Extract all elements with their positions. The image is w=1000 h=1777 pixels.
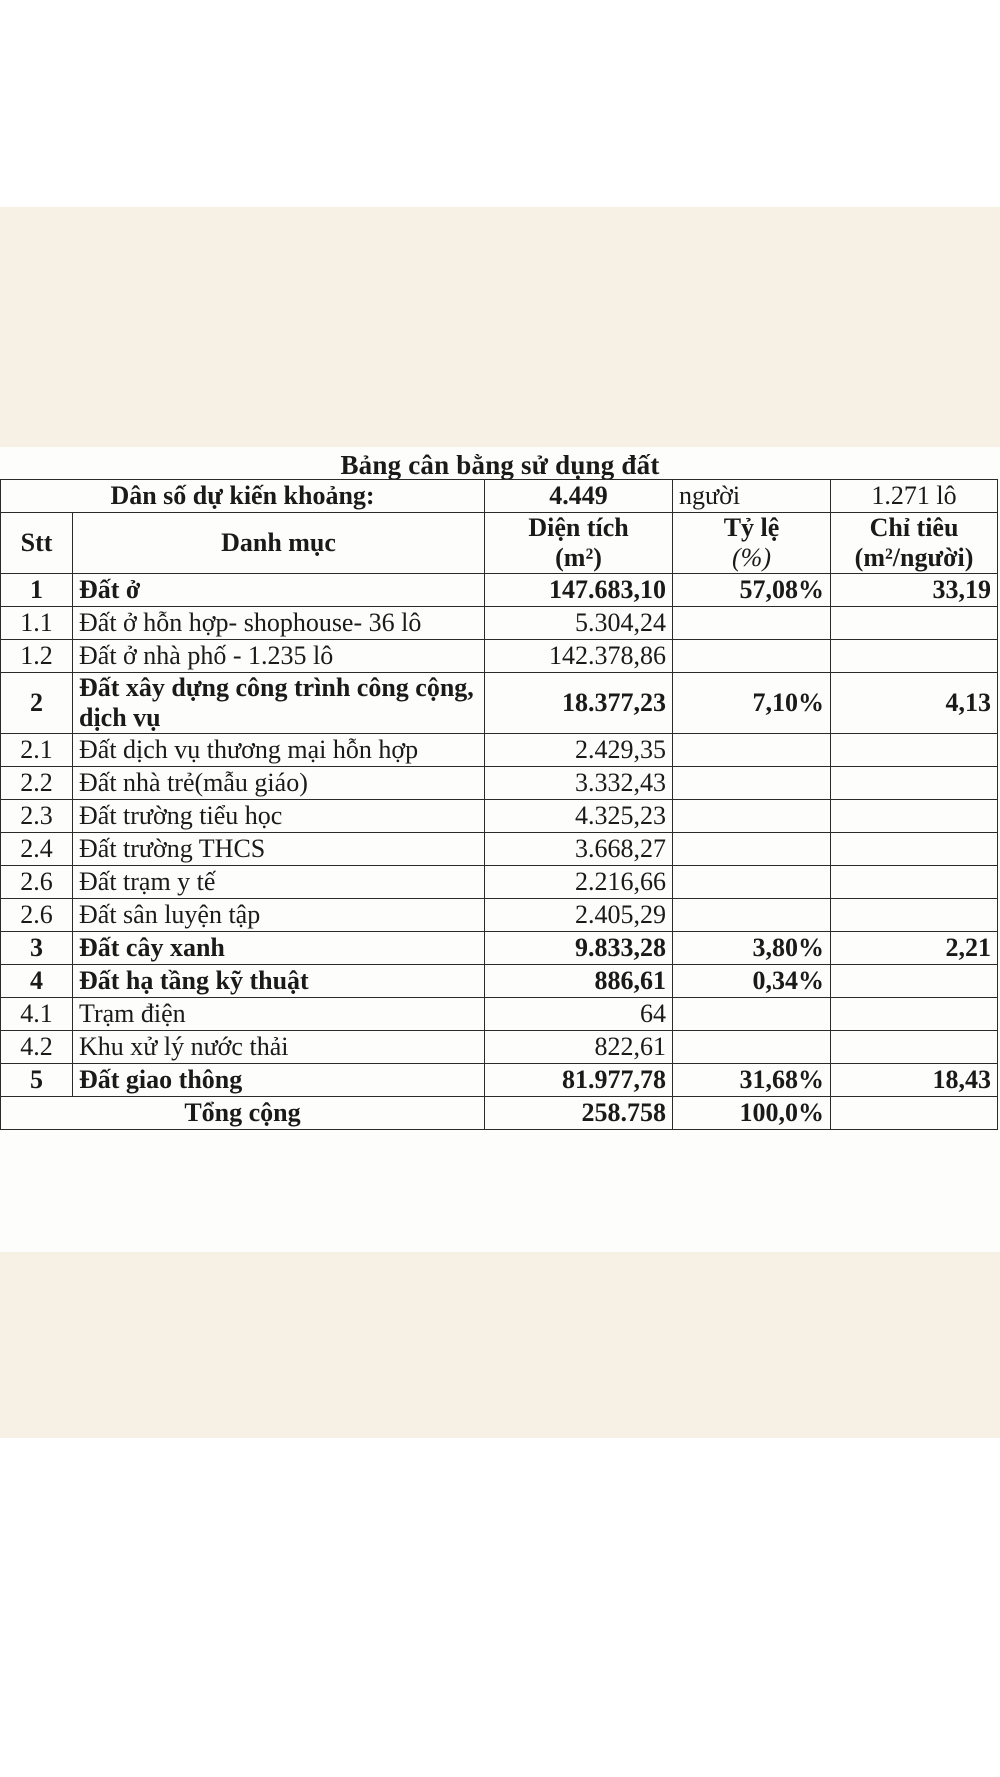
table-row: [1, 734, 998, 767]
row-stt: 2.6: [1, 866, 73, 899]
row-category: Trạm điện: [73, 998, 485, 1031]
table-row: [1, 866, 998, 899]
row-stt: 1.1: [1, 607, 73, 640]
row-area: 81.977,78: [485, 1064, 673, 1097]
total-area: 258.758: [485, 1097, 673, 1130]
table-row: [1, 1031, 998, 1064]
row-area: 142.378,86: [485, 640, 673, 673]
row-index: [831, 607, 998, 640]
row-area: 64: [485, 998, 673, 1031]
table-row: [1, 800, 998, 833]
row-stt: 4: [1, 965, 73, 998]
population-unit: người: [673, 480, 831, 513]
table-row: [1, 673, 998, 734]
row-ratio: [673, 640, 831, 673]
row-index: [831, 734, 998, 767]
total-row: [1, 1097, 998, 1130]
row-index: [831, 1031, 998, 1064]
row-stt: 2.6: [1, 899, 73, 932]
row-area: 5.304,24: [485, 607, 673, 640]
row-ratio: [673, 1031, 831, 1064]
table-row: [1, 607, 998, 640]
row-area: 9.833,28: [485, 932, 673, 965]
population-row: [1, 480, 998, 513]
row-category: Đất ở nhà phố - 1.235 lô: [73, 640, 485, 673]
total-index: [831, 1097, 998, 1130]
lot-count: 1.271 lô: [831, 480, 998, 513]
row-category: Đất cây xanh: [73, 932, 485, 965]
table-title: Bảng cân bằng sử dụng đất: [340, 450, 660, 480]
row-stt: 1: [1, 574, 73, 607]
row-stt: 4.1: [1, 998, 73, 1031]
row-ratio: 3,80%: [673, 932, 831, 965]
row-stt: 2: [1, 673, 73, 734]
header-category: Danh mục: [73, 513, 485, 574]
row-index: [831, 899, 998, 932]
scanned-document: [0, 447, 1000, 1252]
row-index: 18,43: [831, 1064, 998, 1097]
total-ratio: 100,0%: [673, 1097, 831, 1130]
row-ratio: [673, 767, 831, 800]
row-index: 2,21: [831, 932, 998, 965]
header-ratio-line2: (%): [732, 543, 771, 572]
row-category: Đất hạ tầng kỹ thuật: [73, 965, 485, 998]
row-index: [831, 833, 998, 866]
table-row: [1, 1064, 998, 1097]
row-stt: 2.2: [1, 767, 73, 800]
row-index: 33,19: [831, 574, 998, 607]
row-area: 3.332,43: [485, 767, 673, 800]
row-ratio: 7,10%: [673, 673, 831, 734]
row-category: Đất trạm y tế: [73, 866, 485, 899]
population-value: 4.449: [485, 480, 673, 513]
row-area: 886,61: [485, 965, 673, 998]
table-row: [1, 833, 998, 866]
row-index: [831, 998, 998, 1031]
row-stt: 2.1: [1, 734, 73, 767]
table-row: [1, 574, 998, 607]
row-ratio: [673, 998, 831, 1031]
header-area-line1: Diện tích: [528, 513, 629, 542]
row-category: Đất trường THCS: [73, 833, 485, 866]
bottom-background-band: [0, 1252, 1000, 1438]
row-stt: 5: [1, 1064, 73, 1097]
row-index: [831, 767, 998, 800]
row-stt: 2.4: [1, 833, 73, 866]
header-row: [1, 513, 998, 574]
row-area: 147.683,10: [485, 574, 673, 607]
row-category: Đất ở hỗn hợp- shophouse- 36 lô: [73, 607, 485, 640]
row-ratio: 57,08%: [673, 574, 831, 607]
row-index: [831, 866, 998, 899]
row-area: 2.405,29: [485, 899, 673, 932]
row-category: Đất trường tiểu học: [73, 800, 485, 833]
row-stt: 4.2: [1, 1031, 73, 1064]
table-row: [1, 998, 998, 1031]
top-background-band: [0, 207, 1000, 447]
table-row: [1, 899, 998, 932]
row-ratio: [673, 866, 831, 899]
row-ratio: [673, 833, 831, 866]
total-label: Tổng cộng: [1, 1097, 485, 1130]
header-ratio-line1: Tỷ lệ: [723, 513, 780, 542]
row-category: Đất ở: [73, 574, 485, 607]
header-index-line1: Chỉ tiêu: [869, 513, 959, 542]
row-category: Đất sân luyện tập: [73, 899, 485, 932]
row-index: 4,13: [831, 673, 998, 734]
header-index: [831, 513, 998, 574]
row-ratio: [673, 800, 831, 833]
row-stt: 2.3: [1, 800, 73, 833]
row-area: 3.668,27: [485, 833, 673, 866]
row-area: 2.429,35: [485, 734, 673, 767]
table-row: [1, 932, 998, 965]
row-stt: 3: [1, 932, 73, 965]
row-ratio: [673, 607, 831, 640]
table-row: [1, 640, 998, 673]
row-category: Đất giao thông: [73, 1064, 485, 1097]
header-stt: Stt: [1, 513, 73, 574]
row-category: Đất dịch vụ thương mại hỗn hợp: [73, 734, 485, 767]
row-category: Đất xây dựng công trình công cộng, dịch vụ: [73, 673, 485, 734]
row-ratio: [673, 734, 831, 767]
row-index: [831, 640, 998, 673]
table-row: [1, 767, 998, 800]
row-ratio: 0,34%: [673, 965, 831, 998]
row-index: [831, 800, 998, 833]
population-label: Dân số dự kiến khoảng:: [1, 480, 485, 513]
header-area-line2: (m²): [555, 543, 602, 572]
row-category: Đất nhà trẻ(mẫu giáo): [73, 767, 485, 800]
row-area: 18.377,23: [485, 673, 673, 734]
header-area: [485, 513, 673, 574]
row-area: 4.325,23: [485, 800, 673, 833]
row-stt: 1.2: [1, 640, 73, 673]
row-index: [831, 965, 998, 998]
row-area: 2.216,66: [485, 866, 673, 899]
header-index-line2: (m²/người): [854, 543, 974, 572]
land-balance-table: [0, 479, 998, 1130]
row-ratio: 31,68%: [673, 1064, 831, 1097]
row-ratio: [673, 899, 831, 932]
table-row: [1, 965, 998, 998]
header-ratio: [673, 513, 831, 574]
row-category: Khu xử lý nước thải: [73, 1031, 485, 1064]
row-area: 822,61: [485, 1031, 673, 1064]
